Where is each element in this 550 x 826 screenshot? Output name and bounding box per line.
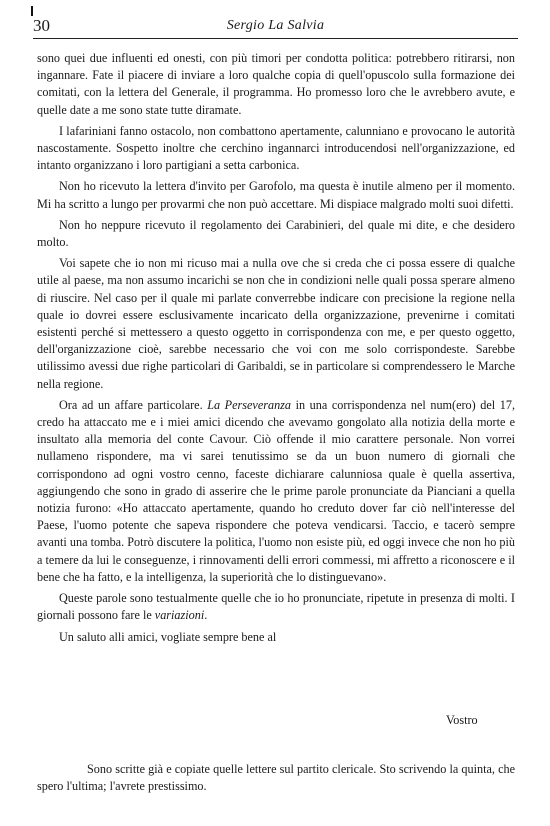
paragraph-7-end: .	[204, 608, 208, 623]
postscript: Sono scritte già e copiate quelle lettere sul partito clericale. Sto scrivendo la quinta, che spero l'ultima; l'avrete prestissimo.	[37, 762, 515, 794]
emphasized-word: variazioni	[154, 608, 205, 623]
paragraph-2: I lafariniani fanno ostacolo, non combattono apertamente, calunniano e provocano le autorità nascostamente. Sospetto inoltre che cerchino ingannarci introducendosi nell'organizzazione, ed intanto organizzano i loro partigiani a setta carbonica.	[37, 123, 515, 173]
paragraph-6-text: Ora ad un affare particolare.	[59, 397, 208, 412]
page-header	[33, 15, 518, 37]
paragraph-6	[37, 397, 515, 586]
paragraph-7	[37, 590, 515, 624]
letter-body	[37, 50, 515, 650]
page-number: 30	[33, 16, 50, 35]
newspaper-title: La Perseveranza	[207, 397, 292, 412]
closing-salutation: Un saluto alli amici, vogliate sempre bene al	[59, 629, 277, 644]
signature: Vostro	[446, 713, 478, 727]
paragraph-6-continuation: in una corrispondenza nel num(ero) del 17, credo ha attaccato me e i miei amici dicendo che avevamo gongolato alla notizia della morte e insultato alla memoria del conte Cavour. Ciò offende il mio carattere personale. Non vorrei nullameno rispondere, ma vi sarei tenutissimo se da un buon numero di giornali che corrispondono ad ogni vostro cenno, faceste dichiarare calunniosa quale è quella assertiva, aggiungendo che sono in grado di asserire che le prime parole pronunciate da Pianciani a quella notizia furono: «Ho attaccato apertamente, quando ho creduto dover far ciò nell'interesse del Paese, l'uomo potente che sapeva rispondere che poteva vendicarsi. Taccio, e tacerò sempre avanti una tomba. Potrò discutere la politica, l'uomo non esiste più, ed oggi invece che non ho più a temere da lui le conseguenze, i rinnovamenti delli errori commessi, mi affretto a riconoscere e il bene che ha fatto, e la intelligenza, la superiorità che lo distinguevano».	[37, 397, 515, 584]
paragraph-4: Non ho neppure ricevuto il regolamento dei Carabinieri, del quale mi dite, e che desidero molto.	[37, 217, 515, 250]
paragraph-5: Voi sapete che io non mi ricuso mai a nulla ove che si creda che ci possa essere di qualche utile al paese, ma non assumo incarichi se non che in condizioni nelle quali possa sperare almeno di riuscire. Nel caso per il quale mi parlate converrebbe indicare con precisione la regione nella quale io dovrei essere esclusivamente incaricato della organizzazione, prevenirne i comitati esistenti perché si mettessero a questo oggetto in corrispondenza con me, e per questo oggetto, dell'organizzazione cioè, sarebbe necessario che voi con me solo corrispondeste. Sarebbe utilissimo avessi due righe particolari di Garibaldi, se in particolare si comprendessero le Marche nella regione.	[37, 256, 515, 391]
header-rule	[33, 38, 518, 39]
running-head: Sergio La Salvia	[226, 18, 325, 33]
paragraph-7-text: Queste parole sono testualmente quelle che io ho pronunciate, ripetute in presenza di molti. I giornali possono fare le	[37, 591, 515, 623]
paragraph-3: Non ho ricevuto la lettera d'invito per Garofolo, ma questa è inutile almeno per il momento. Mi ha scritto a lungo per provarmi che non può accettare. Mi dispiace malgrado molti suoi difetti.	[37, 179, 515, 211]
paragraph-1: sono quei due influenti ed onesti, con più timori per condotta politica: potrebbero ritirarsi, non ingannare. Fate il piacere di inviare a loro qualche copia di quell'opuscolo sulla formazione dei comitati, con la lettera del Generale, il programma. Ho promesso loro che le avrebbero avute, e quelle date a me sono state tutte diramate.	[37, 51, 515, 117]
